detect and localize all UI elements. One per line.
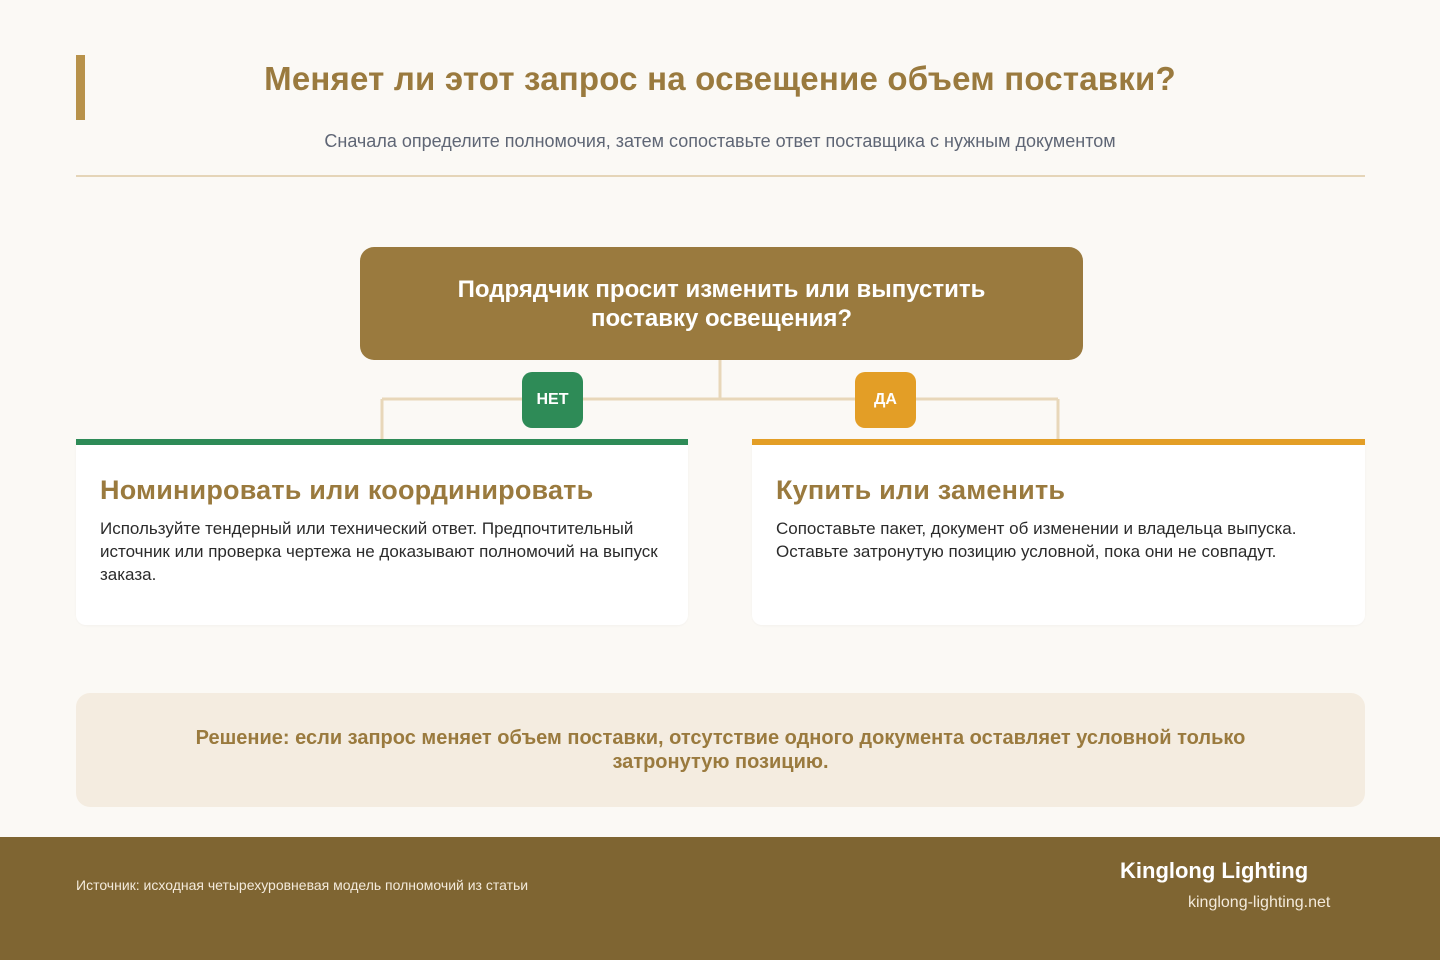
decision-box — [76, 693, 1365, 807]
footer — [0, 837, 1440, 960]
decision-text: Решение: если запрос меняет объем поставки, отсутствие одного документа оставляет условной только затронутую позицию. — [195, 727, 1246, 773]
yes-branch-text: Сопоставьте пакет, документ об изменении и владельца выпуска. Оставьте затронутую позицию условной, пока они не совпадут. — [776, 519, 1297, 561]
footer-source: Источник: исходная четырехуровневая модель полномочий из статьи — [76, 877, 529, 893]
footer-site-link[interactable]: kinglong-lighting.net — [1188, 894, 1331, 911]
no-branch-badge: НЕТ — [522, 372, 583, 428]
page-subtitle: Сначала определите полномочия, затем сопоставьте ответ поставщика с нужным документом — [324, 131, 1116, 151]
footer-brand: Kinglong Lighting — [1120, 858, 1309, 883]
page-title: Меняет ли этот запрос на освещение объем поставки? — [264, 60, 1176, 97]
yes-branch-title: Купить или заменить — [776, 475, 1066, 505]
yes-branch-badge: ДА — [855, 372, 916, 428]
question-text: Подрядчик просит изменить или выпустить поставку освещения? — [457, 275, 986, 332]
no-branch-text: Используйте тендерный или технический ответ. Предпочтительный источник или проверка чертежа не доказывают полномочий на выпуск заказа. — [100, 519, 658, 584]
no-branch-title: Номинировать или координировать — [100, 475, 594, 505]
no-branch-card — [76, 439, 688, 625]
yes-branch-card — [752, 439, 1365, 625]
